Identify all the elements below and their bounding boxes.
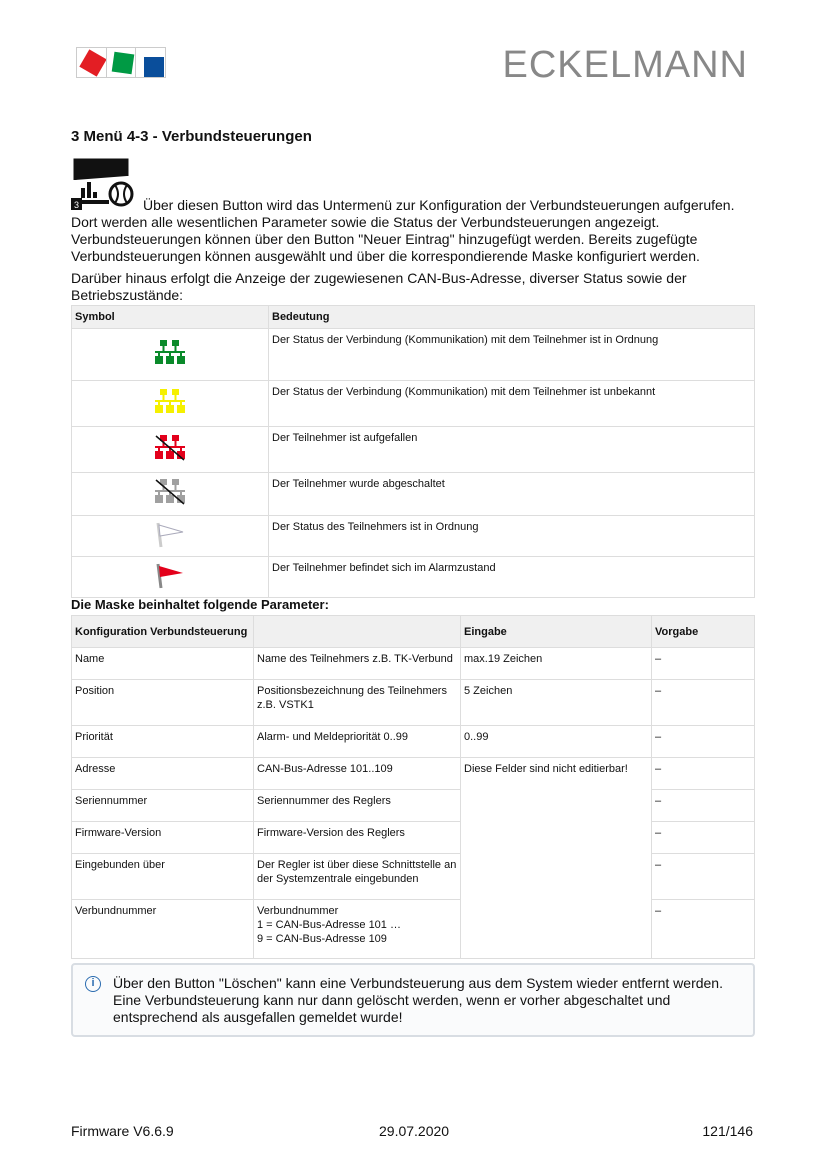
param-description: Name des Teilnehmers z.B. TK-Verbund [254,648,461,680]
parameter-row [72,854,755,900]
param-name: Eingebunden über [72,854,254,900]
parameter-table [71,615,755,959]
param-description: Alarm- und Meldepriorität 0..99 [254,726,461,758]
parameter-row [72,790,755,822]
parameter-row [72,900,755,959]
param-default: – [652,900,755,959]
param-name: Firmware-Version [72,822,254,854]
symbol-meaning: Der Status des Teilnehmers ist in Ordnung [269,516,755,557]
footer-version: Firmware V6.6.9 [71,1123,174,1139]
parameter-row [72,648,755,680]
info-text: Über den Button "Löschen" kann eine Verbundsteuerung aus dem System wieder entfernt werden. Eine Verbundsteuerung kann nur dann gelöscht werden, wenn er vorher abgeschaltet und entsprechend als ausgefallen gemeldet wurde! [113,975,723,1025]
param-description: Seriennummer des Reglers [254,790,461,822]
flag-red-icon [72,557,269,598]
intro-text-2: Darüber hinaus erfolgt die Anzeige der zugewiesenen CAN-Bus-Adresse, diverser Status sowie der Betriebszustände: [71,270,687,303]
symbol-meaning: Der Teilnehmer ist aufgefallen [269,427,755,473]
param-description: CAN-Bus-Adresse 101..109 [254,758,461,790]
param-name: Adresse [72,758,254,790]
param-default: – [652,854,755,900]
col-header: Eingabe [461,616,652,648]
intro-text: Über diesen Button wird das Untermenü zur Konfiguration der Verbundsteuerungen aufgerufen. Dort werden alle wesentlichen Parameter sowie die Status der Verbundsteuerungen angezeigt. Verbundsteuerungen können über den Button "Neuer Eintrag" hinzugefügt werden. Bereits zugefügte Verbundsteuerungen können ausgewählt und über die korrespondierende Maske konfiguriert werden. [71,197,735,264]
symbol-table [71,305,755,598]
symbol-row [72,473,755,516]
param-default: – [652,648,755,680]
symbol-meaning: Der Status der Verbindung (Kommunikation) mit dem Teilnehmer ist in Ordnung [269,329,755,381]
param-name: Name [72,648,254,680]
section-title: 3 Menü 4-3 - Verbundsteuerungen [71,128,312,145]
eckelmann-logo-squares [76,47,166,78]
param-name: Seriennummer [72,790,254,822]
network-unknown-icon [72,381,269,427]
param-default: – [652,680,755,726]
network-off-icon [72,473,269,516]
col-header: Bedeutung [269,306,755,329]
param-description: Verbundnummer 1 = CAN-Bus-Adresse 101 … 9 = CAN-Bus-Adresse 109 [254,900,461,959]
parameter-row [72,822,755,854]
brand-logo: ECKELMANN [502,44,748,86]
footer-date: 29.07.2020 [379,1123,450,1139]
symbol-row [72,516,755,557]
param-default: – [652,790,755,822]
col-header [254,616,461,648]
param-name: Position [72,680,254,726]
symbol-meaning: Der Teilnehmer wurde abgeschaltet [269,473,755,516]
param-input: max.19 Zeichen [461,648,652,680]
param-default: – [652,822,755,854]
parameter-row [72,758,755,790]
col-header: Vorgabe [652,616,755,648]
param-name: Priorität [72,726,254,758]
param-name: Verbundnummer [72,900,254,959]
network-ok-icon [72,329,269,381]
params-heading: Die Maske beinhaltet folgende Parameter: [71,597,329,612]
symbol-meaning: Der Status der Verbindung (Kommunikation) mit dem Teilnehmer ist unbekannt [269,381,755,427]
parameter-row [72,680,755,726]
col-header: Konfiguration Verbundsteuerung [72,616,254,648]
symbol-meaning: Der Teilnehmer befindet sich im Alarmzustand [269,557,755,598]
network-failed-icon [72,427,269,473]
param-input: 5 Zeichen [461,680,652,726]
footer-page: 121/146 [702,1123,753,1139]
param-description: Positionsbezeichnung des Teilnehmers z.B. VSTK1 [254,680,461,726]
param-default: – [652,726,755,758]
symbol-row [72,329,755,381]
parameter-row [72,726,755,758]
param-default: – [652,758,755,790]
flag-white-icon [72,516,269,557]
symbol-row [72,381,755,427]
svg-text:3: 3 [73,200,80,210]
col-header: Symbol [72,306,269,329]
param-description: Firmware-Version des Reglers [254,822,461,854]
param-input: Diese Felder sind nicht editierbar! [461,758,652,959]
param-input: 0..99 [461,726,652,758]
info-box [71,963,755,1037]
param-description: Der Regler ist über diese Schnittstelle an der Systemzentrale eingebunden [254,854,461,900]
symbol-row [72,427,755,473]
info-icon: i [85,976,101,992]
symbol-row [72,557,755,598]
